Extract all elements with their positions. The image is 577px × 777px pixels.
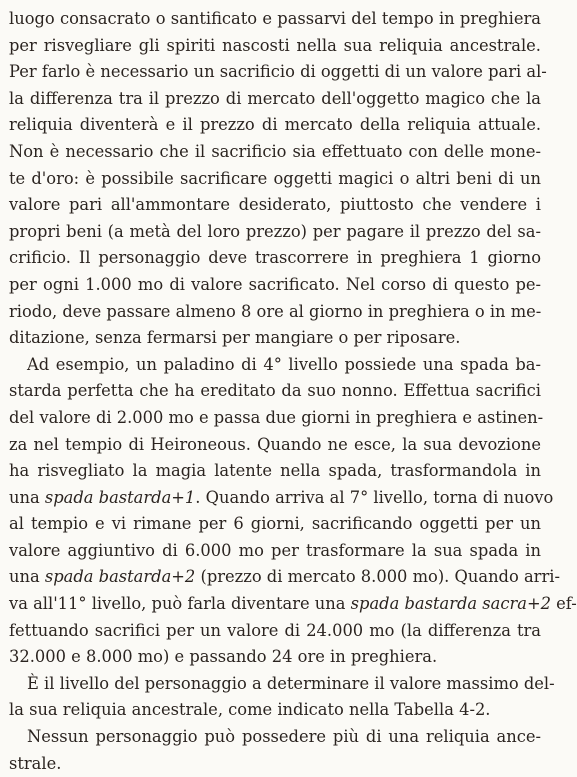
text-line: per risvegliare gli spiriti nascosti nella sua reliquia ancestrale. <box>9 35 541 55</box>
text-line: te d'oro: è possibile sacrificare oggetti magici o altri beni di un <box>9 168 541 188</box>
text-line: za nel tempio di Heironeous. Quando ne esce, la sua devozione <box>9 434 541 454</box>
body-text <box>9 6 577 777</box>
text-line: Non è necessario che il sacrificio sia effettuato con delle mone- <box>9 141 541 161</box>
text-line: starda perfetta che ha ereditato da suo nonno. Effettua sacrifici <box>9 381 541 401</box>
text-line: ha risvegliato la magia latente nella spada, trasformandola in <box>9 461 541 481</box>
text-line: la differenza tra il prezzo di mercato dell'oggetto magico che la <box>9 88 541 108</box>
text-span: una <box>9 487 45 507</box>
text-span: va all'11° livello, può farla diventare una <box>9 594 351 614</box>
text-line: al tempio e vi rimane per 6 giorni, sacrificando oggetti per un <box>9 514 541 534</box>
text-span: . Quando arriva al 7° livello, torna di nuovo <box>195 487 554 507</box>
text-span: ef- <box>550 594 577 614</box>
text-line <box>9 485 554 512</box>
text-line: Nessun personaggio può possedere più di una reliquia ance- <box>27 727 541 747</box>
text-line: Per farlo è necessario un sacrificio di oggetti di un valore pari al- <box>9 62 547 82</box>
text-line: per ogni 1.000 mo di valore sacrificato. Nel corso di questo pe- <box>9 274 541 294</box>
text-line: riodo, deve passare almeno 8 ore al giorno in preghiera o in me- <box>9 301 542 321</box>
text-line: del valore di 2.000 mo e passa due giorni in preghiera e astinen- <box>9 407 544 427</box>
text-line: fettuando sacrifici per un valore di 24.000 mo (la differenza tra <box>9 620 541 640</box>
text-line: luogo consacrato o santificato e passarvi del tempo in preghiera <box>9 9 541 28</box>
text-line: ditazione, senza fermarsi per mangiare o per riposare. <box>9 328 461 348</box>
text-line: reliquia diventerà e il prezzo di mercato della reliquia attuale. <box>9 115 541 135</box>
text-line: È il livello del personaggio a determinare il valore massimo del- <box>27 673 555 693</box>
text-line: 32.000 e 8.000 mo) e passando 24 ore in preghiera. <box>9 647 438 667</box>
text-span: (prezzo di mercato 8.000 mo). Quando arri- <box>195 567 560 587</box>
text-span: una <box>9 567 45 587</box>
text-line: crificio. Il personaggio deve trascorrere in preghiera 1 giorno <box>9 248 541 268</box>
text-line: propri beni (a metà del loro prezzo) per pagare il prezzo del sa- <box>9 221 541 241</box>
italic-item-name: spada bastarda+1 <box>44 487 196 507</box>
text-line: Ad esempio, un paladino di 4° livello possiede una spada ba- <box>27 354 541 374</box>
text-line <box>9 591 577 618</box>
italic-item-name: spada bastarda sacra+2 <box>350 594 551 614</box>
text-line <box>9 564 560 591</box>
text-line: la sua reliquia ancestrale, come indicato nella Tabella 4-2. <box>9 700 491 720</box>
text-line: valore aggiuntivo di 6.000 mo per trasformare la sua spada in <box>9 540 541 560</box>
text-line: valore pari all'ammontare desiderato, piuttosto che vendere i <box>9 195 541 215</box>
text-line: strale. <box>9 753 62 773</box>
italic-item-name: spada bastarda+2 <box>44 567 196 587</box>
